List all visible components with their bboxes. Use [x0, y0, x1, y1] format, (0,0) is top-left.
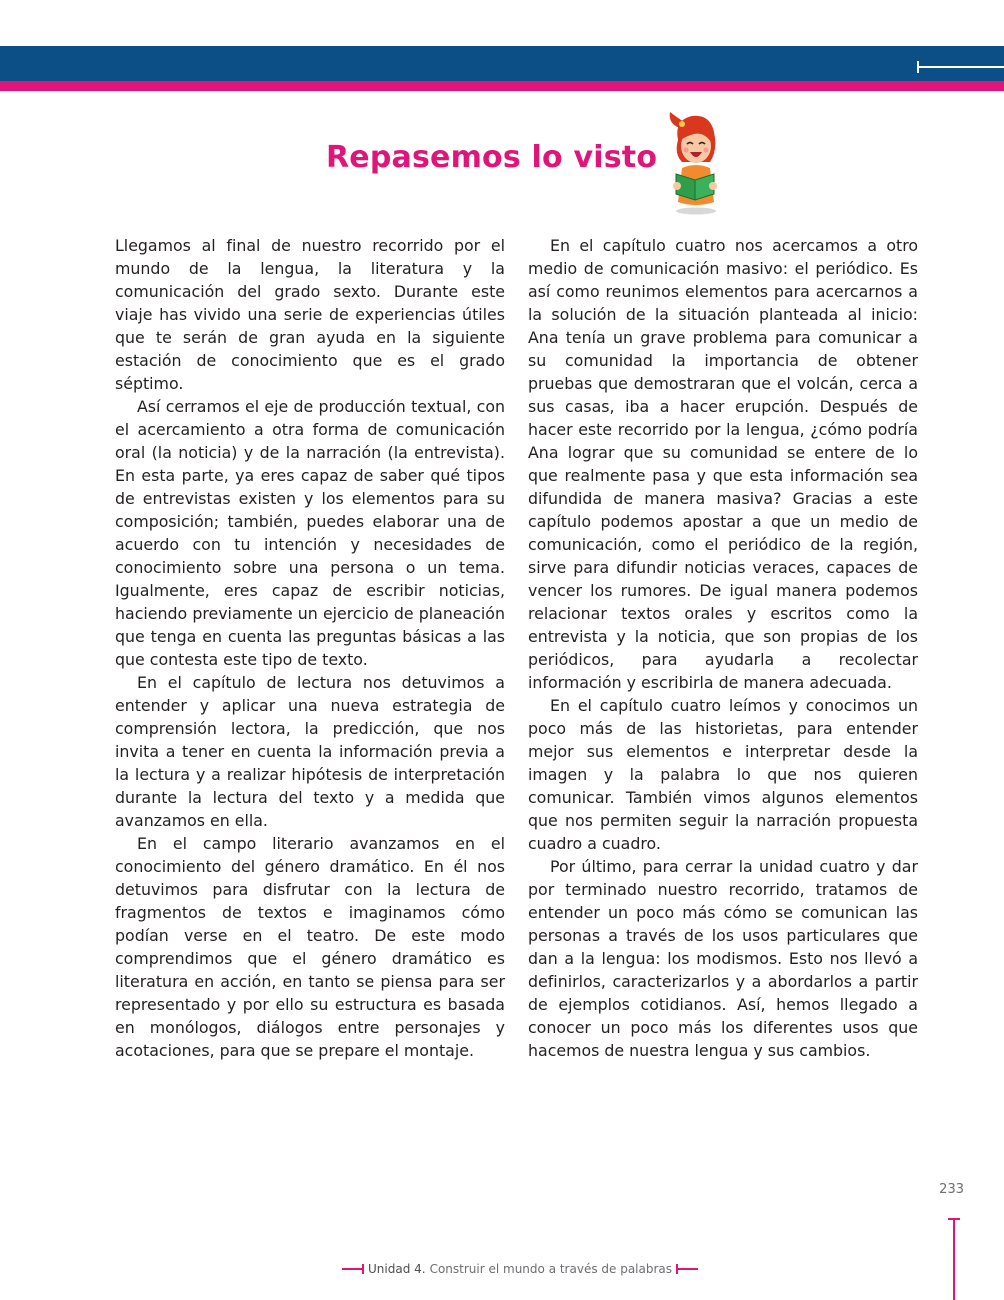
left-text-column: [115, 234, 505, 1062]
right-paragraph-2: En el capítulo cuatro leímos y conocimos un poco más de las historietas, para entender mejor sus elementos e interpretar desde la imagen y la palabra lo que nos quieren comunicar. También vimos algunos elementos que nos permiten seguir la narración propuesta cuadro a cuadro.: [528, 696, 918, 853]
footer-unit-title: Construir el mundo a través de palabras: [429, 1262, 673, 1276]
page-title: Repasemos lo visto: [326, 140, 658, 175]
footer-rule-left: [342, 1268, 364, 1270]
left-paragraph-2: Así cerramos el eje de producción textual, con el acercamiento a otra forma de comunicación oral (la noticia) y de la narración (la entrevista). En esta parte, ya eres capaz de saber qué tipos de entrevistas existen y los elementos para su composición; también, puedes elaborar una de acuerdo con tu intención y necesidades de conocimiento sobre una persona o un tema. Igualmente, eres capaz de escribir noticias, haciendo previamente un ejercicio de planeación que tenga en cuenta las preguntas básicas a las que contesta este tipo de texto.: [115, 397, 505, 669]
header-accent-stripe: [0, 81, 1004, 91]
header-decor-line: [917, 66, 1004, 68]
girl-reading-book-icon: [664, 110, 726, 216]
header-decor-tick: [917, 61, 919, 73]
margin-rule: [953, 1218, 955, 1300]
left-paragraph-1: Llegamos al final de nuestro recorrido por el mundo de la lengua, la literatura y la comunicación del grado sexto. Durante este viaje has vivido una serie de experiencias útiles que te serán de gran ayuda en la siguiente estación de conocimiento que es el grado séptimo.: [115, 236, 505, 393]
footer-running-title: [342, 1261, 698, 1277]
header-band: [0, 46, 1004, 81]
footer-rule-right: [676, 1268, 698, 1270]
right-paragraph-3: Por último, para cerrar la unidad cuatro y dar por terminado nuestro recorrido, tratamos de entender un poco más cómo se comunican las personas a través de los usos particulares que dan a la lengua: los modismos. Esto nos llevó a definirlos, caracterizarlos y a abordarlos a partir de ejemplos cotidianos. Así, hemos llegado a conocer un poco más los diferentes usos que hacemos de nuestra lengua y sus cambios.: [528, 857, 918, 1060]
right-text-column: [528, 234, 918, 1062]
page-number: 233: [939, 1182, 964, 1197]
footer-unit-label: Unidad 4.: [368, 1262, 426, 1276]
margin-rule-tick: [948, 1218, 960, 1220]
left-paragraph-4: En el campo literario avanzamos en el conocimiento del género dramático. En él nos detuvimos para disfrutar con la lectura de fragmentos de textos e imaginamos cómo podían verse en el teatro. De este modo comprendimos que el género dramático es literatura en acción, en tanto se piensa para ser representado y por ello su estructura es basada en monólogos, diálogos entre personajes y acotaciones, para que se prepare el montaje.: [115, 834, 505, 1060]
left-paragraph-3: En el capítulo de lectura nos detuvimos a entender y aplicar una nueva estrategia de comprensión lectora, la predicción, que nos invita a tener en cuenta la información previa a la lectura y a realizar hipótesis de interpretación durante la lectura del texto y a medida que avanzamos en ella.: [115, 673, 505, 830]
right-paragraph-1: En el capítulo cuatro nos acercamos a otro medio de comunicación masivo: el periódico. Es así como reunimos elementos para acercarnos a la solución de la situación planteada al inicio: Ana tenía un grave problema para comunicar a su comunidad la importancia de obtener pruebas que demostraran que el volcán, cerca a sus casas, iba a hacer erupción. Después de hacer este recorrido por la lengua, ¿cómo podría Ana lograr que su comunidad se entere de lo que realmente pasa y que esta información sea difundida de manera masiva? Gracias a este capítulo podemos apostar a que un medio de comunicación, como el periódico de la región, sirve para difundir noticias veraces, capaces de vencer los rumores. De igual manera podemos relacionar textos orales y escritos como la entrevista y la noticia, que son propias de los periódicos, para ayudarla a recolectar información y escribirla de manera adecuada.: [528, 236, 918, 692]
